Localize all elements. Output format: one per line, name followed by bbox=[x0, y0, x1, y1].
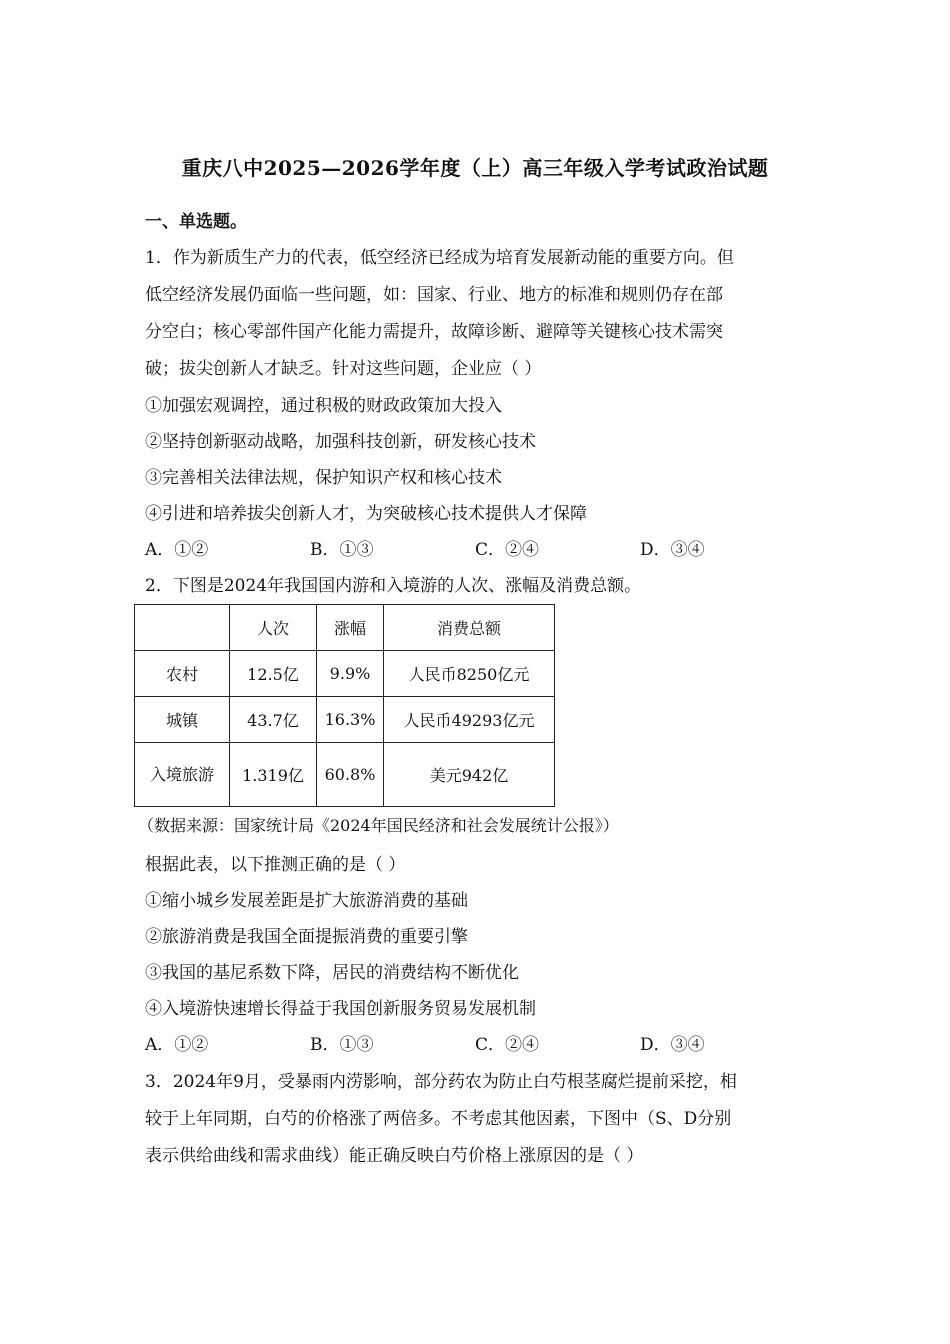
q2-option-c[interactable]: C．②④ bbox=[475, 1035, 540, 1055]
table-cell: 12.5亿 bbox=[230, 651, 317, 697]
q1-stem-line-3: 分空白；核心零部件国产化能力需提升，故障诊断、避障等关键核心技术需突 bbox=[145, 322, 723, 342]
q2-item-4: ④入境游快速增长得益于我国创新服务贸易发展机制 bbox=[145, 999, 536, 1019]
q2-option-d[interactable]: D．③④ bbox=[640, 1035, 705, 1055]
table-cell: 人民币49293亿元 bbox=[384, 697, 555, 743]
table-cell: 美元942亿 bbox=[384, 743, 555, 807]
table-row bbox=[135, 743, 555, 807]
table-cell: 城镇 bbox=[135, 697, 230, 743]
table-row bbox=[135, 697, 555, 743]
q2-option-b[interactable]: B．①③ bbox=[310, 1035, 374, 1055]
table-cell: 农村 bbox=[135, 651, 230, 697]
q2-stem: 2．下图是2024年我国国内游和入境游的人次、涨幅及消费总额。 bbox=[145, 576, 642, 596]
q2-item-2: ②旅游消费是我国全面提振消费的重要引擎 bbox=[145, 927, 468, 947]
q1-option-c[interactable]: C．②④ bbox=[475, 540, 540, 560]
table-header-cell: 人次 bbox=[230, 605, 317, 651]
table-row bbox=[135, 651, 555, 697]
q1-option-a[interactable]: A．①② bbox=[145, 540, 209, 560]
q1-item-3: ③完善相关法律法规，保护知识产权和核心技术 bbox=[145, 468, 502, 488]
q1-stem-line-1: 1．作为新质生产力的代表，低空经济已经成为培育发展新动能的重要方向。但 bbox=[145, 248, 734, 268]
section-heading: 一、单选题。 bbox=[145, 212, 247, 232]
table-header-cell: 消费总额 bbox=[384, 605, 555, 651]
q1-item-4: ④引进和培养拔尖创新人才，为突破核心技术提供人才保障 bbox=[145, 504, 587, 524]
table-cell: 入境旅游 bbox=[135, 743, 230, 807]
q2-option-a[interactable]: A．①② bbox=[145, 1035, 209, 1055]
table-cell: 9.9% bbox=[317, 651, 384, 697]
q1-stem-line-4: 破；拔尖创新人才缺乏。针对这些问题，企业应（ ） bbox=[145, 359, 542, 379]
q1-item-2: ②坚持创新驱动战略，加强科技创新，研发核心技术 bbox=[145, 432, 536, 452]
tourism-table bbox=[134, 604, 555, 807]
page-title: 重庆八中2025—2026学年度（上）高三年级入学考试政治试题 bbox=[181, 156, 769, 180]
q1-stem-line-2: 低空经济发展仍面临一些问题，如：国家、行业、地方的标准和规则仍存在部 bbox=[145, 285, 723, 305]
q1-option-b[interactable]: B．①③ bbox=[310, 540, 374, 560]
table-header-row bbox=[135, 605, 555, 651]
q2-item-1: ①缩小城乡发展差距是扩大旅游消费的基础 bbox=[145, 891, 468, 911]
q2-item-3: ③我国的基尼系数下降，居民的消费结构不断优化 bbox=[145, 963, 519, 983]
q1-item-1: ①加强宏观调控，通过积极的财政政策加大投入 bbox=[145, 396, 502, 416]
table-cell: 1.319亿 bbox=[230, 743, 317, 807]
q1-option-d[interactable]: D．③④ bbox=[640, 540, 705, 560]
table-cell: 43.7亿 bbox=[230, 697, 317, 743]
table-header-cell: 涨幅 bbox=[317, 605, 384, 651]
data-source-note: （数据来源：国家统计局《2024年国民经济和社会发展统计公报》） bbox=[138, 816, 619, 835]
table-header-cell bbox=[135, 605, 230, 651]
q3-stem-line-1: 3．2024年9月，受暴雨内涝影响，部分药农为防止白芍根茎腐烂提前采挖，相 bbox=[145, 1072, 737, 1092]
q2-prompt: 根据此表，以下推测正确的是（ ） bbox=[145, 855, 406, 875]
table-cell: 60.8% bbox=[317, 743, 384, 807]
q3-stem-line-2: 较于上年同期，白芍的价格涨了两倍多。不考虑其他因素，下图中（S、D分别 bbox=[145, 1109, 732, 1129]
table-cell: 16.3% bbox=[317, 697, 384, 743]
q3-stem-line-3: 表示供给曲线和需求曲线）能正确反映白芍价格上涨原因的是（ ） bbox=[145, 1146, 644, 1166]
table-cell: 人民币8250亿元 bbox=[384, 651, 555, 697]
